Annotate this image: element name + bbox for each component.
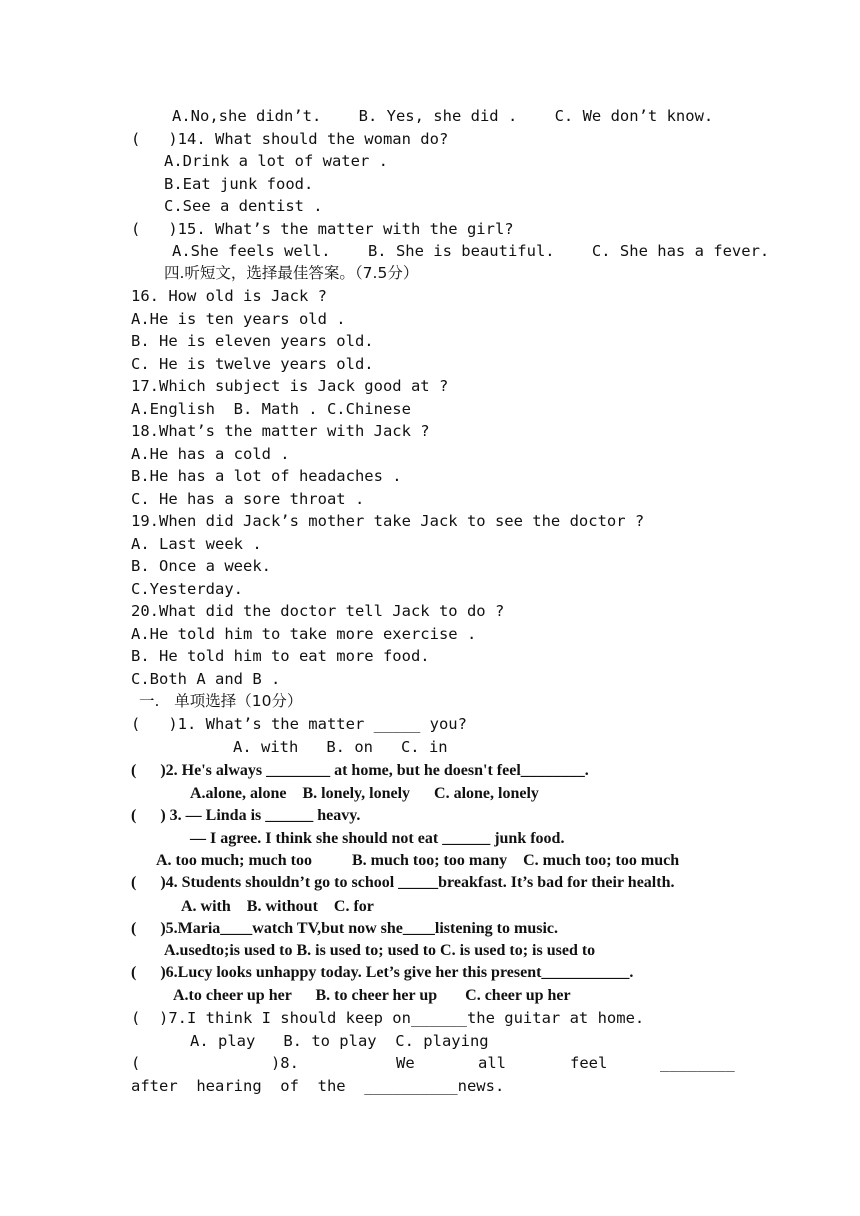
question-line: 16. How old is Jack ?: [131, 287, 327, 305]
question-word: all: [478, 1054, 506, 1072]
question-line: ( )4. Students shouldn’t go to school _____breakfast. It’s bad for their health.: [131, 874, 675, 891]
question-line: ( )1. What’s the matter _____ you?: [131, 715, 467, 733]
section-heading: 一. 单项选择（10分）: [139, 692, 303, 710]
option-line: C. He is twelve years old.: [131, 355, 374, 373]
option-line: A. too much; much too B. much too; too many C. much too; too much: [156, 852, 680, 869]
option-line: B.He has a lot of headaches .: [131, 467, 402, 485]
question-line: ( )15. What’s the matter with the girl?: [131, 220, 514, 238]
question-line: 17.Which subject is Jack good at ?: [131, 377, 449, 395]
question-line: ( )14. What should the woman do?: [131, 130, 449, 148]
option-line: C.Yesterday.: [131, 580, 243, 598]
option-line: A.to cheer up her B. to cheer her up C. cheer up her: [173, 987, 571, 1004]
question-line: ( )7.I think I should keep on______the guitar at home.: [131, 1009, 645, 1027]
question-line: 18.What’s the matter with Jack ?: [131, 422, 430, 440]
section-heading: 四.听短文，选择最佳答案。（7.5分）: [164, 264, 419, 282]
option-line: B.Eat junk food.: [164, 175, 314, 193]
option-line: B. Once a week.: [131, 557, 271, 575]
option-line: A.Drink a lot of water .: [164, 152, 388, 170]
option-line: A.usedto;is used to B. is used to; used to C. is used to; is used to: [164, 942, 596, 959]
text-line: A.No,she didn’t. B. Yes, she did . C. We don’t know.: [172, 107, 714, 125]
option-line: B. He is eleven years old.: [131, 332, 374, 350]
option-line: A.English B. Math . C.Chinese: [131, 400, 411, 418]
option-line: C.See a dentist .: [164, 197, 323, 215]
option-line: A.He is ten years old .: [131, 310, 346, 328]
option-line: C. He has a sore throat .: [131, 490, 365, 508]
option-line: A. with B. on C. in: [233, 738, 448, 756]
question-line: 20.What did the doctor tell Jack to do ?: [131, 602, 505, 620]
question-line: ( )6.Lucy looks unhappy today. Let’s give her this present___________.: [131, 964, 634, 981]
question-word: We: [396, 1054, 415, 1072]
option-line: A. Last week .: [131, 535, 262, 553]
question-line: 19.When did Jack’s mother take Jack to see the doctor ?: [131, 512, 645, 530]
answer-blank: ________: [660, 1054, 735, 1072]
option-line: A. play B. to play C. playing: [190, 1032, 489, 1050]
option-line: A.He has a cold .: [131, 445, 290, 463]
question-line: — I agree. I think she should not eat ______ junk food.: [190, 830, 565, 847]
option-line: C.Both A and B .: [131, 670, 281, 688]
question-line: ( )2. He's always ________ at home, but he doesn't feel________.: [131, 762, 589, 779]
option-line: A. with B. without C. for: [181, 898, 374, 915]
question-line: after hearing of the __________news.: [131, 1077, 505, 1095]
option-line: A.She feels well. B. She is beautiful. C. She has a fever.: [172, 242, 770, 260]
question-number: ( )8.: [131, 1054, 299, 1072]
question-line: ( ) 3. — Linda is ______ heavy.: [131, 807, 361, 824]
option-line: B. He told him to eat more food.: [131, 647, 430, 665]
option-line: A.He told him to take more exercise .: [131, 625, 477, 643]
option-line: A.alone, alone B. lonely, lonely C. alone, lonely: [190, 785, 539, 802]
question-line: ( )5.Maria____watch TV,but now she____listening to music.: [131, 920, 558, 937]
question-word: feel: [570, 1054, 608, 1072]
